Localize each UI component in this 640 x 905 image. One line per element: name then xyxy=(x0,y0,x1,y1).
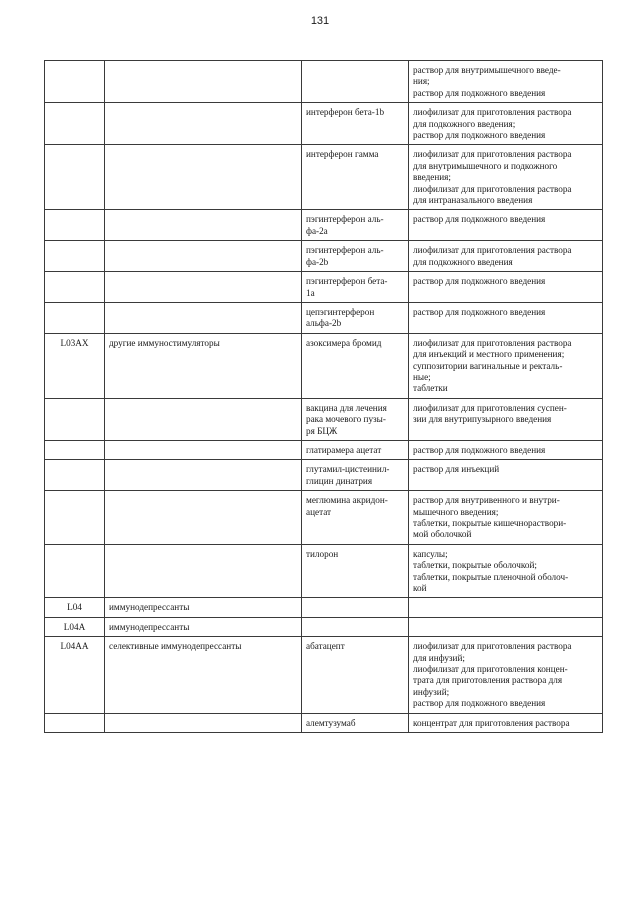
table-row xyxy=(45,440,603,459)
drug-name-line: интерферон гамма xyxy=(306,149,379,160)
dosage-form-line: концентрат для приготовления раствора xyxy=(413,717,570,728)
dosage-form-line: лиофилизат для приготовления концен- xyxy=(413,664,568,675)
dosage-form-line: мой оболочкой xyxy=(413,529,472,540)
dosage-form-line: лиофилизат для приготовления раствора xyxy=(413,641,572,652)
dosage-form-line: таблетки, покрытые кишечнораствори- xyxy=(413,518,567,528)
table-row xyxy=(45,637,603,713)
atc-code-cell xyxy=(45,61,105,103)
drug-name-line: азоксимера бромид xyxy=(306,337,382,348)
dosage-form-line: для инфузий; xyxy=(413,652,465,663)
table-row xyxy=(45,103,603,145)
drug-name-line: цепэгинтерферон xyxy=(306,306,375,317)
group-name-cell xyxy=(105,544,302,598)
atc-code-cell: L04AA xyxy=(45,637,105,713)
dosage-form-cell xyxy=(409,333,603,398)
table-row xyxy=(45,398,603,440)
atc-code-cell: L03AX xyxy=(45,333,105,398)
drug-name-line: пэгинтерферон аль- xyxy=(306,214,384,225)
drug-name-line: ря БЦЖ xyxy=(306,425,338,436)
dosage-form-line: раствор для инъекций xyxy=(413,464,500,475)
dosage-form-cell xyxy=(409,210,603,241)
dosage-form-cell xyxy=(409,713,603,732)
atc-code-cell xyxy=(45,398,105,440)
atc-code-cell xyxy=(45,145,105,210)
dosage-form-line: мышечного введения; xyxy=(413,506,499,517)
atc-code-cell xyxy=(45,241,105,272)
drug-name-line: глицин динатрия xyxy=(306,475,373,486)
dosage-form-line: суппозитории вагинальные и ректаль- xyxy=(413,360,563,371)
dosage-form-line: лиофилизат для приготовления раствора xyxy=(413,149,572,160)
drug-name-line: ацетат xyxy=(306,506,332,517)
drug-name-line: пэгинтерферон аль- xyxy=(306,245,384,256)
dosage-form-line: таблетки xyxy=(413,383,448,394)
drug-name-line: алемтузумаб xyxy=(306,717,356,728)
drug-name-line: абатацепт xyxy=(306,641,345,652)
dosage-form-line: раствор для подкожного введения xyxy=(413,130,546,141)
drug-name-line: тилорон xyxy=(306,548,339,559)
dosage-form-cell xyxy=(409,598,603,617)
group-name-cell xyxy=(105,103,302,145)
dosage-form-line: раствор для подкожного введения xyxy=(413,698,546,709)
drug-name-cell xyxy=(302,210,409,241)
group-name-cell xyxy=(105,713,302,732)
dosage-form-line: таблетки, покрытые оболочкой; xyxy=(413,560,537,571)
dosage-form-cell xyxy=(409,440,603,459)
group-name-cell: другие иммуностимуляторы xyxy=(105,333,302,398)
atc-code-cell xyxy=(45,440,105,459)
dosage-form-line: таблетки, покрытые пленочной оболоч- xyxy=(413,571,569,582)
drug-name-line: фа-2b xyxy=(306,256,329,267)
atc-code-cell xyxy=(45,460,105,491)
table-body xyxy=(45,61,603,733)
dosage-form-line: раствор для подкожного введения xyxy=(413,214,546,225)
dosage-form-cell xyxy=(409,103,603,145)
group-name-cell xyxy=(105,440,302,459)
dosage-form-line: раствор для подкожного введения xyxy=(413,444,546,455)
group-name-cell xyxy=(105,302,302,333)
dosage-form-line: для интраназального введения xyxy=(413,195,533,206)
table-row xyxy=(45,713,603,732)
dosage-form-cell xyxy=(409,61,603,103)
drug-name-cell xyxy=(302,61,409,103)
group-name-cell xyxy=(105,241,302,272)
group-name-cell xyxy=(105,210,302,241)
drug-name-line: интерферон бета-1b xyxy=(306,107,385,118)
dosage-form-line: раствор для подкожного введения xyxy=(413,87,546,98)
drug-name-line: глутамил-цистеинил- xyxy=(306,464,390,475)
group-name-cell: иммунодепрессанты xyxy=(105,617,302,636)
table-row xyxy=(45,491,603,545)
dosage-form-line: капсулы; xyxy=(413,548,448,559)
drug-name-cell xyxy=(302,598,409,617)
dosage-form-line: раствор для подкожного введения xyxy=(413,306,546,317)
group-name-cell xyxy=(105,460,302,491)
table-row xyxy=(45,598,603,617)
dosage-form-line: лиофилизат для приготовления раствора xyxy=(413,183,572,194)
dosage-form-cell xyxy=(409,241,603,272)
table-row xyxy=(45,460,603,491)
drug-name-cell xyxy=(302,713,409,732)
table-row xyxy=(45,241,603,272)
dosage-form-line: для инъекций и местного применения; xyxy=(413,349,565,360)
drug-name-cell xyxy=(302,617,409,636)
dosage-form-line: зии для внутрипузырного введения xyxy=(413,414,552,425)
atc-code-cell xyxy=(45,103,105,145)
dosage-form-cell xyxy=(409,302,603,333)
group-name-cell: иммунодепрессанты xyxy=(105,598,302,617)
drug-name-line: глатирамера ацетат xyxy=(306,444,382,455)
drug-name-line: альфа-2b xyxy=(306,318,342,329)
dosage-form-cell xyxy=(409,145,603,210)
drug-name-cell xyxy=(302,440,409,459)
drug-name-cell xyxy=(302,491,409,545)
drug-name-cell xyxy=(302,272,409,303)
dosage-form-line: раствор для подкожного введения xyxy=(413,276,546,287)
page-number: 131 xyxy=(310,15,330,27)
atc-code-cell xyxy=(45,302,105,333)
dosage-form-line: лиофилизат для приготовления суспен- xyxy=(413,402,567,413)
dosage-form-cell xyxy=(409,491,603,545)
group-name-cell: селективные иммунодепрессанты xyxy=(105,637,302,713)
dosage-form-line: ные; xyxy=(413,371,431,382)
drug-name-line: фа-2а xyxy=(306,225,328,236)
dosage-form-line: раствор для внутривенного и внутри- xyxy=(413,495,560,506)
dosage-form-cell xyxy=(409,544,603,598)
dosage-form-cell xyxy=(409,637,603,713)
drug-name-line: 1а xyxy=(306,287,315,298)
drug-name-cell xyxy=(302,145,409,210)
dosage-form-cell xyxy=(409,460,603,491)
drug-name-cell xyxy=(302,637,409,713)
drug-table xyxy=(44,60,603,733)
dosage-form-line: лиофилизат для приготовления раствора xyxy=(413,107,572,118)
atc-code-cell: L04 xyxy=(45,598,105,617)
dosage-form-line: ния; xyxy=(413,76,430,87)
table-row xyxy=(45,210,603,241)
dosage-form-cell xyxy=(409,272,603,303)
dosage-form-line: лиофилизат для приготовления раствора xyxy=(413,337,572,348)
table-row xyxy=(45,61,603,103)
dosage-form-cell xyxy=(409,398,603,440)
table-row xyxy=(45,302,603,333)
group-name-cell xyxy=(105,398,302,440)
dosage-form-line: для подкожного введения xyxy=(413,256,513,267)
dosage-form-line: инфузий; xyxy=(413,686,450,697)
drug-name-line: рака мочевого пузы- xyxy=(306,414,386,425)
drug-name-cell xyxy=(302,544,409,598)
atc-code-cell xyxy=(45,544,105,598)
dosage-form-line: раствор для внутримышечного введе- xyxy=(413,65,561,75)
table-row xyxy=(45,272,603,303)
dosage-form-line: лиофилизат для приготовления раствора xyxy=(413,245,572,256)
table-row xyxy=(45,617,603,636)
drug-name-line: вакцина для лечения xyxy=(306,402,387,413)
atc-code-cell xyxy=(45,272,105,303)
drug-name-cell xyxy=(302,103,409,145)
drug-name-cell xyxy=(302,333,409,398)
group-name-cell xyxy=(105,61,302,103)
dosage-form-line: трата для приготовления раствора для xyxy=(413,675,563,686)
drug-name-cell xyxy=(302,460,409,491)
drug-name-line: пэгинтерферон бета- xyxy=(306,276,388,287)
drug-name-line: меглюмина акридон- xyxy=(306,495,388,506)
atc-code-cell xyxy=(45,491,105,545)
drug-name-cell xyxy=(302,302,409,333)
dosage-form-line: для подкожного введения; xyxy=(413,118,516,129)
table-row xyxy=(45,333,603,398)
atc-code-cell xyxy=(45,210,105,241)
drug-name-cell xyxy=(302,398,409,440)
group-name-cell xyxy=(105,145,302,210)
drug-name-cell xyxy=(302,241,409,272)
table-row xyxy=(45,544,603,598)
dosage-form-line: для внутримышечного и подкожного xyxy=(413,160,558,171)
atc-code-cell: L04A xyxy=(45,617,105,636)
dosage-form-cell xyxy=(409,617,603,636)
table-row xyxy=(45,145,603,210)
dosage-form-line: кой xyxy=(413,583,427,594)
atc-code-cell xyxy=(45,713,105,732)
group-name-cell xyxy=(105,491,302,545)
dosage-form-line: введения; xyxy=(413,172,451,183)
group-name-cell xyxy=(105,272,302,303)
